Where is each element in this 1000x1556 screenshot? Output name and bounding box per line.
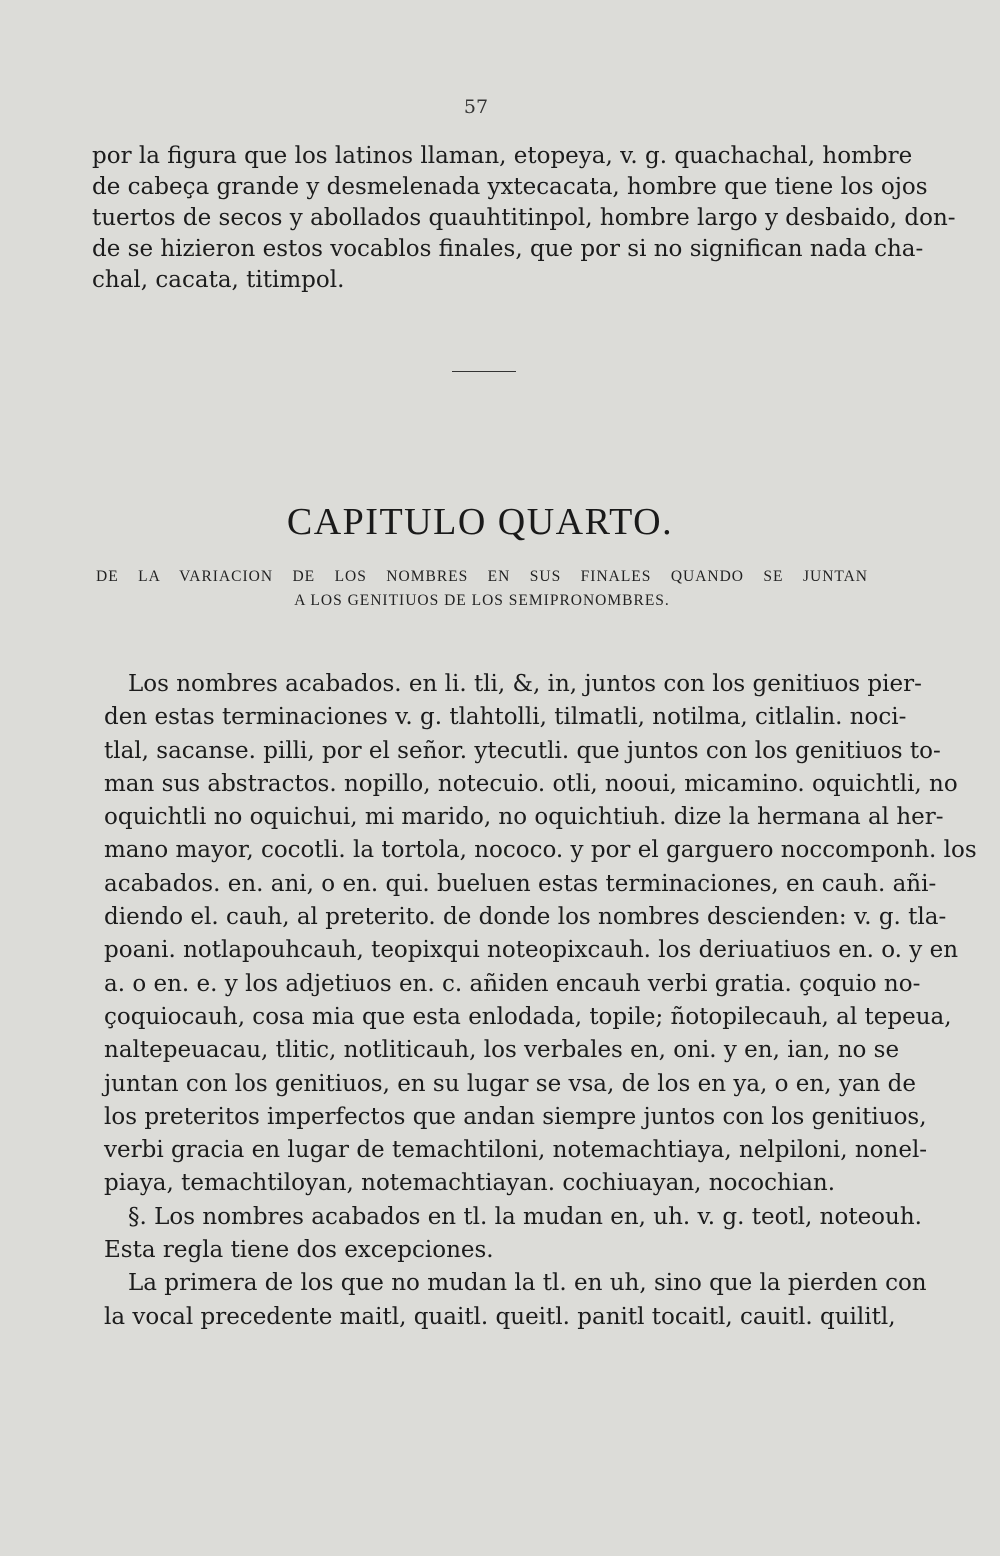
text-line: La primera de los que no mudan la tl. en uh, sino que la pierden con [128, 1270, 927, 1297]
text-line: por la figura que los latinos llaman, etopeya, v. g. quachachal, hombre [92, 143, 913, 169]
text-line: piaya, temachtiloyan, notemachtiayan. cochiuayan, nocochian. [104, 1170, 836, 1197]
text-line: diendo el. cauh, al preterito. de donde los nombres descienden: v. g. tla- [104, 904, 947, 931]
text-line: poani. notlapouhcauh, teopixqui noteopixcauh. los deriuatiuos en. o. y en [104, 937, 959, 964]
chapter-title: CAPITULO QUARTO. [286, 501, 674, 543]
text-line: mano mayor, cocotli. la tortola, nococo. y por el garguero noccomponh. los [104, 837, 977, 864]
subtitle-line: DE LA VARIACION DE LOS NOMBRES EN SUS FINALES QUANDO SE JUNTAN [96, 568, 868, 585]
text-line: Los nombres acabados. en li. tli, &, in, juntos con los genitiuos pier- [128, 671, 922, 697]
text-line: juntan con los genitiuos, en su lugar se vsa, de los en ya, o en, yan de [104, 1070, 917, 1097]
text-line: de se hizieron estos vocablos finales, que por si no significan nada cha- [92, 236, 924, 262]
section-divider [452, 371, 516, 372]
text-line: oquichtli no oquichui, mi marido, no oquichtiuh. dize la hermana al her- [104, 804, 944, 831]
text-line: çoquiocauh, cosa mia que esta enlodada, topile; ñotopilecauh, al tepeua, [104, 1003, 952, 1030]
text-line: tlal, sacanse. pilli, por el señor. ytecutli. que juntos con los genitiuos to- [104, 737, 941, 764]
text-line: acabados. en. ani, o en. qui. bueluen estas terminaciones, en cauh. añi- [104, 870, 937, 897]
text-line: los preteritos imperfectos que andan siempre juntos con los genitiuos, [104, 1103, 927, 1130]
page-number: 57 [463, 96, 489, 118]
text-line: man sus abstractos. nopillo, notecuio. otli, nooui, micamino. oquichtli, no [104, 770, 958, 797]
text-line: la vocal precedente maitl, quaitl. queitl. panitl tocaitl, cauitl. quilitl, [104, 1303, 896, 1330]
chapter-subtitle [96, 565, 868, 613]
text-line: naltepeuacau, tlitic, notliticauh, los verbales en, oni. y en, ian, no se [104, 1037, 900, 1064]
text-line: Esta regla tiene dos excepciones. [104, 1237, 494, 1264]
text-line: a. o en. e. y los adjetiuos en. c. añiden encauh verbi gratia. çoquio no- [104, 970, 921, 997]
body-paragraphs [104, 668, 977, 1334]
text-line: tuertos de secos y abollados quauhtitinpol, hombre largo y desbaido, don- [92, 205, 956, 231]
text-line: den estas terminaciones v. g. tlahtolli, tilmatli, notilma, citlalin. noci- [104, 704, 907, 731]
text-line: de cabeça grande y desmelenada yxtecacata, hombre que tiene los ojos [92, 174, 928, 200]
text-line: chal, cacata, titimpol. [92, 267, 345, 293]
text-line: §. Los nombres acabados en tl. la mudan en, uh. v. g. teotl, noteouh. [128, 1203, 922, 1230]
intro-paragraph [92, 141, 956, 296]
text-line: verbi gracia en lugar de temachtiloni, notemachtiaya, nelpiloni, nonel- [104, 1137, 928, 1164]
subtitle-line: A LOS GENITIUOS DE LOS SEMIPRONOMBRES. [294, 592, 670, 609]
